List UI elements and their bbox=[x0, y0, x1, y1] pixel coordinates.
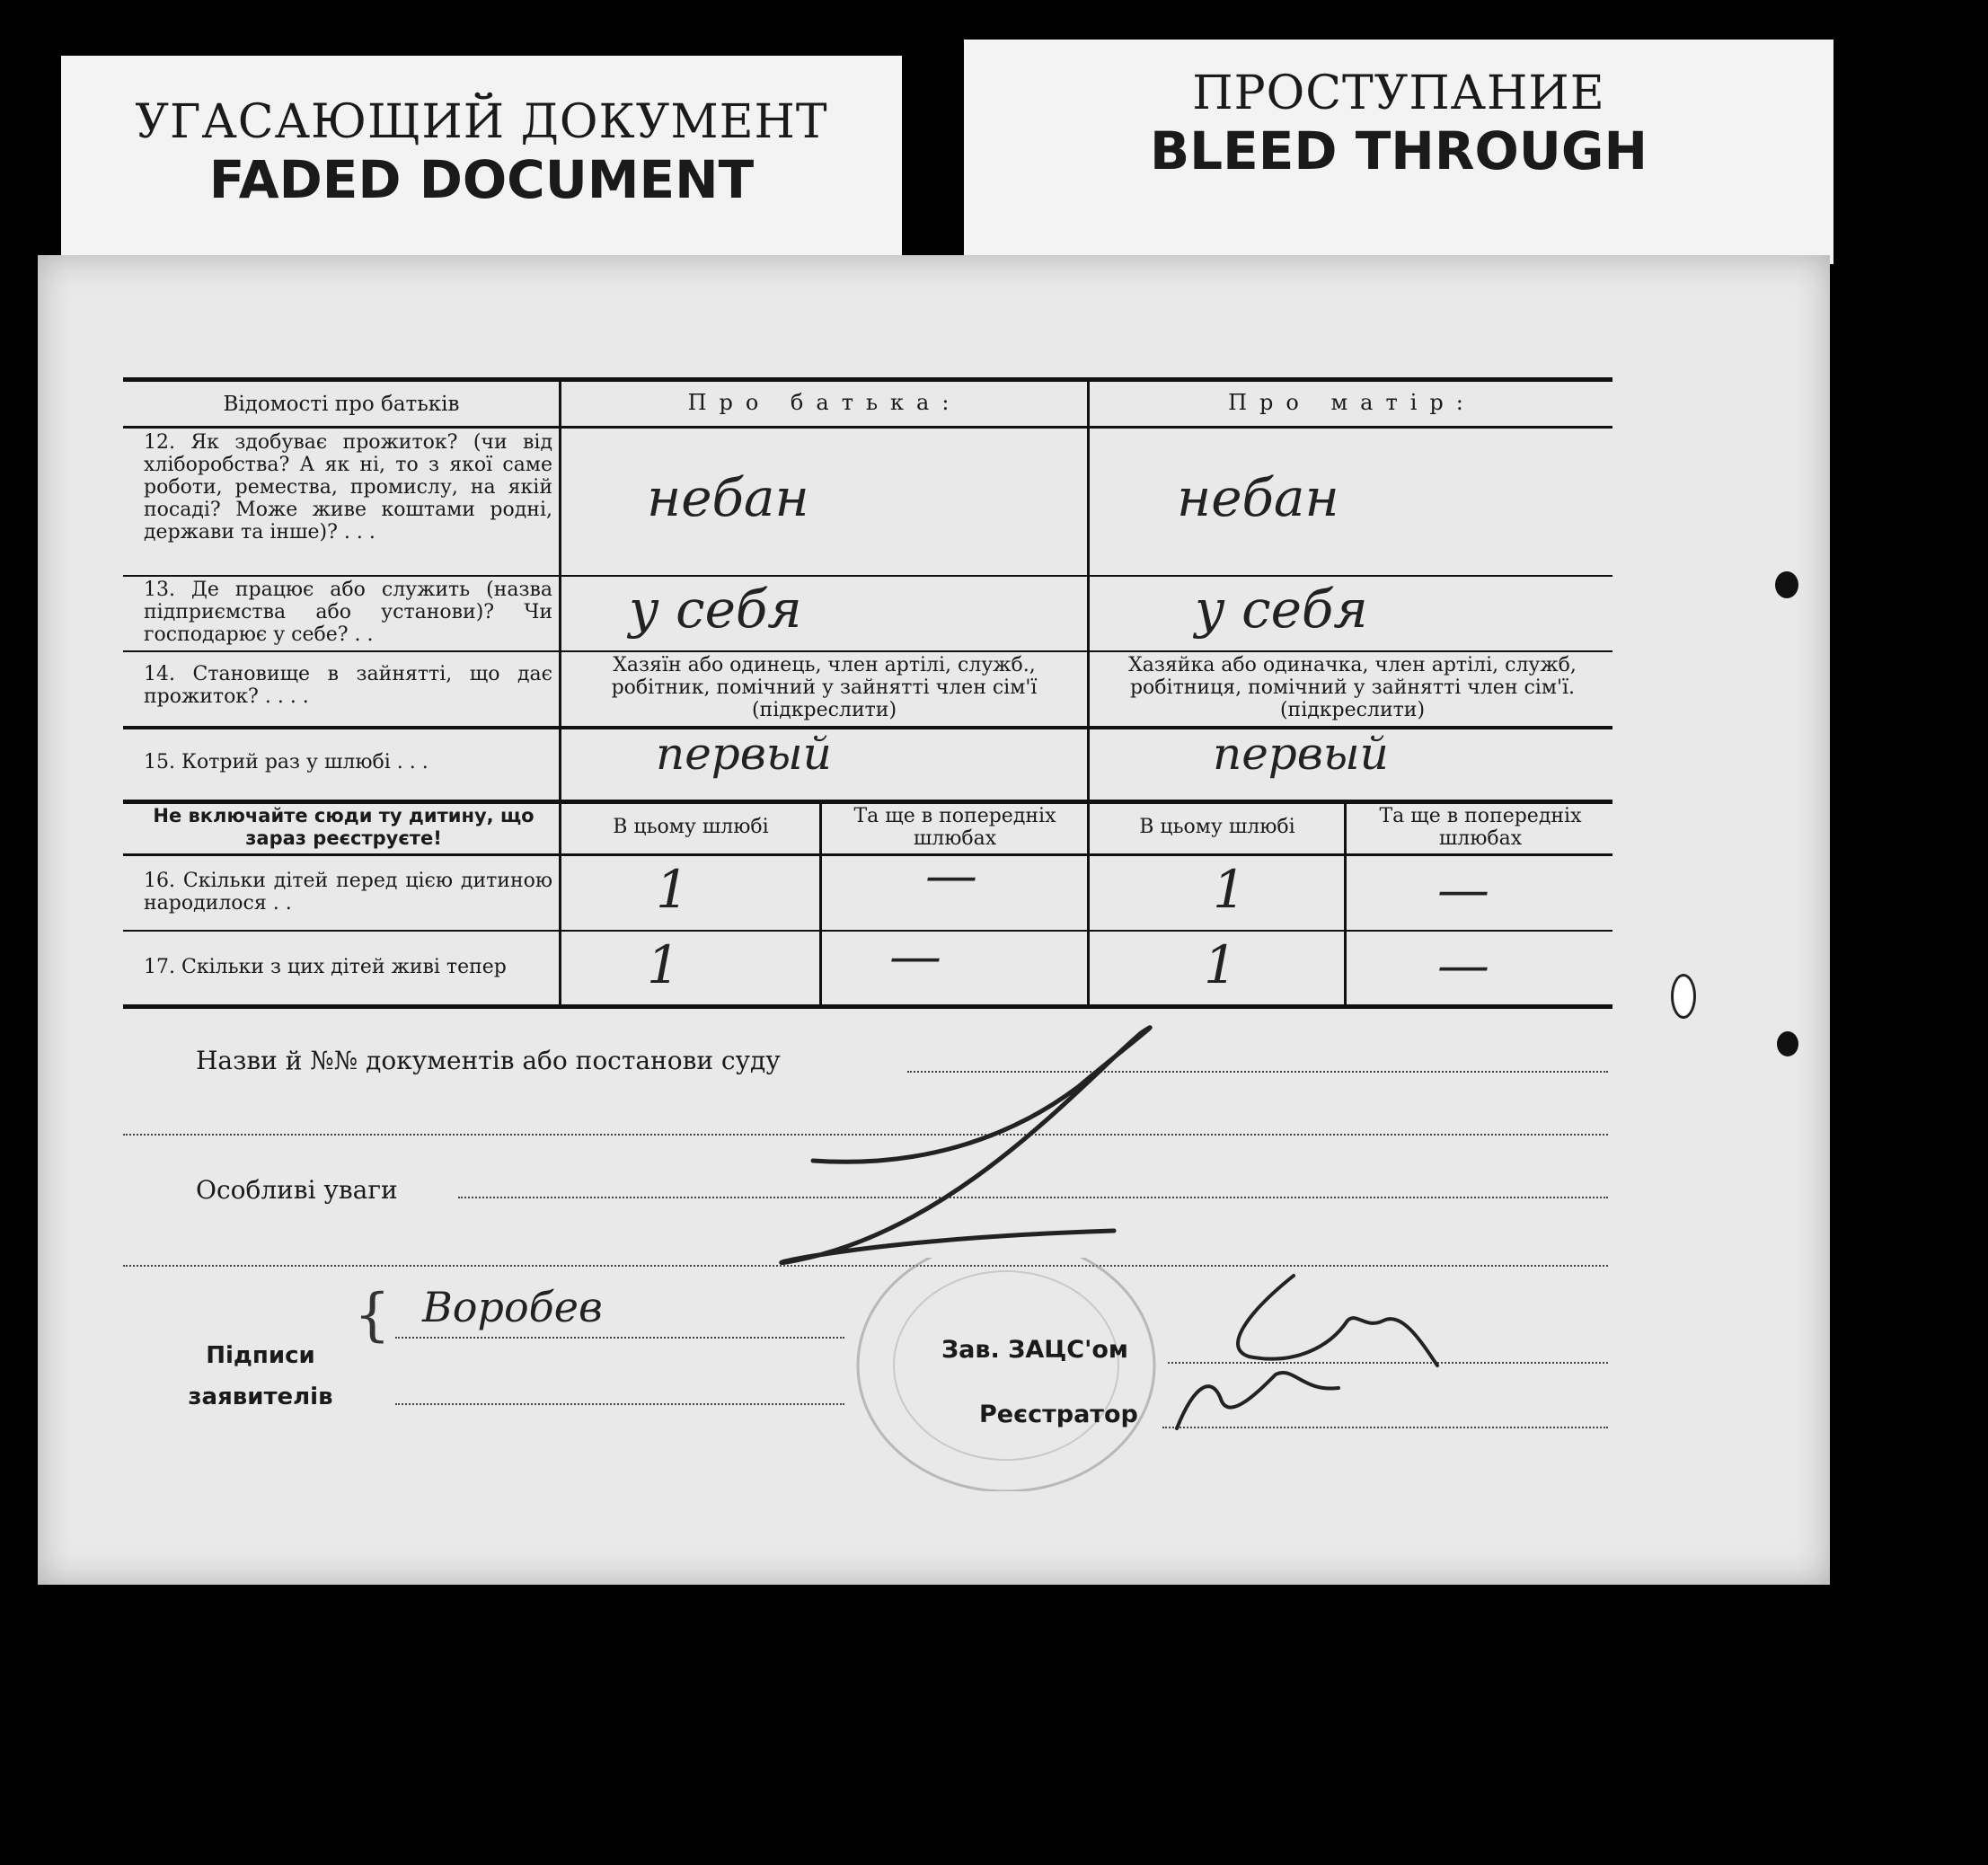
signatures-label-2: заявителів bbox=[188, 1383, 333, 1410]
children-note: Не включайте сюди ту дитину, що зараз реєструєте! bbox=[153, 805, 535, 849]
father-this-marriage-header: В цьому шлюбі bbox=[613, 816, 769, 838]
row-16-father-this: 1 bbox=[656, 859, 689, 920]
row-13-label: 13. Де працює або служить (назва підприємства або установи)? Чи господарює у себе? . . bbox=[144, 579, 552, 646]
seal-stamp bbox=[826, 1258, 1168, 1491]
row-17-mother-this: 1 bbox=[1204, 934, 1237, 995]
row-rule bbox=[123, 930, 1612, 932]
punch-hole bbox=[1671, 974, 1696, 1019]
head-label: Зав. ЗАЦС'ом bbox=[941, 1336, 1128, 1364]
row-13-mother-handwriting: у себя bbox=[1195, 579, 1368, 640]
documents-label: Назви й №№ документів або постанови суду bbox=[196, 1046, 781, 1075]
row-17-father-this: 1 bbox=[647, 934, 680, 995]
bleed-label-en: BLEED THROUGH bbox=[1149, 120, 1648, 181]
faded-document-card bbox=[61, 56, 902, 271]
faded-label-ru: УГАСАЮЩИЙ ДОКУМЕНТ bbox=[135, 95, 828, 149]
row-12-mother-handwriting: небан bbox=[1177, 467, 1339, 528]
row-12-label: 12. Як здобуває прожиток? (чи від хліборобства? А як ні, то з якої саме роботи, ремества, промислу, на якій посаді? Може живе коштами родні, держави та інше)? . . . bbox=[144, 431, 552, 544]
punch-hole bbox=[1775, 571, 1798, 598]
column-divider bbox=[1344, 802, 1347, 1006]
row-17-father-prev: — bbox=[889, 925, 941, 986]
mother-this-marriage-header: В цьому шлюбі bbox=[1139, 816, 1295, 838]
row-15-father-handwriting: первый bbox=[656, 728, 832, 780]
row-17-mother-prev: — bbox=[1437, 934, 1489, 995]
mother-previous-header: Та ще в попередніх шлюбах bbox=[1379, 805, 1582, 850]
row-rule bbox=[123, 650, 1612, 652]
row-12-father-handwriting: небан bbox=[647, 467, 809, 528]
row-14-label: 14. Становище в зайнятті, що дає прожиток? . . . . bbox=[144, 663, 552, 708]
cancellation-stroke bbox=[737, 1015, 1186, 1285]
table-top-rule bbox=[123, 377, 1612, 382]
signatures-label bbox=[180, 1335, 341, 1418]
applicant-signature: Воробев bbox=[422, 1283, 603, 1331]
row-14-father-options: Хазяїн або одинець, член артілі, служб., робітник, помічний у зайнятті член сім'ї (підкреслити) bbox=[611, 654, 1038, 721]
applicant-line-1 bbox=[395, 1337, 844, 1339]
applicant-line-2 bbox=[395, 1403, 844, 1405]
punch-hole bbox=[1777, 1031, 1798, 1056]
row-rule bbox=[123, 726, 1612, 729]
row-14-mother-options: Хазяйка або одиначка, член артілі, служб, робітниця, помічний у зайнятті член сім'ї. (підкреслити) bbox=[1128, 654, 1577, 721]
bleed-through-card bbox=[964, 40, 1833, 264]
column-divider bbox=[819, 802, 822, 1006]
column-divider bbox=[559, 381, 561, 1006]
header-info-parents: Відомості про батьків bbox=[223, 393, 460, 416]
row-16-mother-prev: — bbox=[1437, 859, 1489, 920]
header-mother: Про матір: bbox=[1228, 390, 1476, 415]
row-16-father-prev: — bbox=[925, 844, 977, 906]
row-rule bbox=[123, 575, 1612, 577]
registrar-label: Реєстратор bbox=[979, 1401, 1138, 1428]
remarks-label: Особливі уваги bbox=[196, 1175, 398, 1205]
father-previous-header: Та ще в попередніх шлюбах bbox=[853, 805, 1056, 850]
row-16-label: 16. Скільки дітей перед цією дитиною народилося . . bbox=[144, 870, 552, 915]
bleed-label-ru: ПРОСТУПАНИЕ bbox=[1192, 66, 1605, 120]
row-13-father-handwriting: у себя bbox=[629, 579, 802, 640]
table-bottom-rule bbox=[123, 1004, 1612, 1009]
faded-label-en: FADED DOCUMENT bbox=[208, 149, 755, 210]
header-rule bbox=[123, 426, 1612, 429]
row-17-label: 17. Скільки з цих дітей живі тепер bbox=[144, 956, 507, 978]
row-15-mother-handwriting: первый bbox=[1213, 728, 1389, 780]
row-rule bbox=[123, 800, 1612, 804]
column-divider bbox=[1087, 381, 1090, 1006]
signatures-label-1: Підписи bbox=[206, 1342, 315, 1369]
row-rule bbox=[123, 853, 1612, 856]
header-father: Про батька: bbox=[687, 390, 962, 415]
row-16-mother-this: 1 bbox=[1213, 859, 1246, 920]
head-signature bbox=[1168, 1258, 1455, 1437]
row-15-label: 15. Котрий раз у шлюбі . . . bbox=[144, 751, 429, 773]
brace: { bbox=[354, 1282, 391, 1348]
